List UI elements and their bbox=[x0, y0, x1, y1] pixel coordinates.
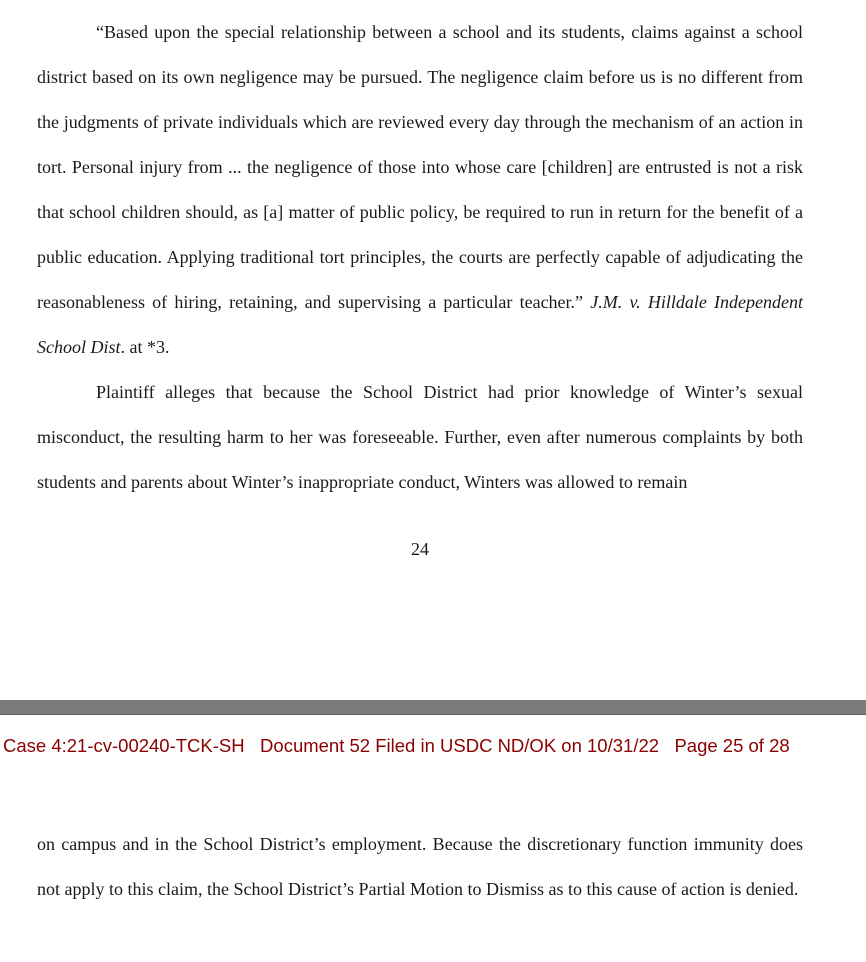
body-paragraph-continued: on campus and in the School District’s employment. Because the discretionary function immunity does not apply to this claim, the School District’s Partial Motion to Dismiss as to this cause of action is denied. bbox=[37, 834, 803, 899]
case-number: Case 4:21-cv-00240-TCK-SH bbox=[3, 735, 245, 756]
body-paragraph: Plaintiff alleges that because the School District had prior knowledge of Winter’s sexual misconduct, the resulting harm to her was foreseeable. Further, even after numerous complaints by both students and parents about Winter’s inappropriate conduct, Winters was allowed to remain bbox=[37, 382, 803, 492]
quote-text: “Based upon the special relationship between a school and its students, claims against a school district based on its own negligence may be pursued. The negligence claim before us is no different from the judgments of private individuals which are reviewed every day through the mechanism of an action in tort. Personal injury from ... the negligence of those into whose care [children] are entrusted is not a risk that school children should, as [a] matter of public policy, be required to run in return for the benefit of a public education. Applying traditional tort principles, the courts are perfectly capable of adjudicating the reasonableness of hiring, retaining, and supervising a particular teacher.” bbox=[37, 22, 803, 312]
filed-info: Filed in USDC ND/OK on 10/31/22 bbox=[375, 735, 660, 756]
page-number: 24 bbox=[411, 539, 429, 559]
page-count: Page 25 of 28 bbox=[674, 735, 790, 756]
case-citation: J.M. v. Hilldale Independent School Dist bbox=[37, 292, 804, 357]
page-separator bbox=[0, 700, 866, 715]
case-header bbox=[3, 734, 790, 758]
quoted-paragraph bbox=[37, 10, 803, 370]
document-number: Document 52 bbox=[260, 735, 371, 756]
citation-tail: . at *3. bbox=[120, 337, 170, 357]
